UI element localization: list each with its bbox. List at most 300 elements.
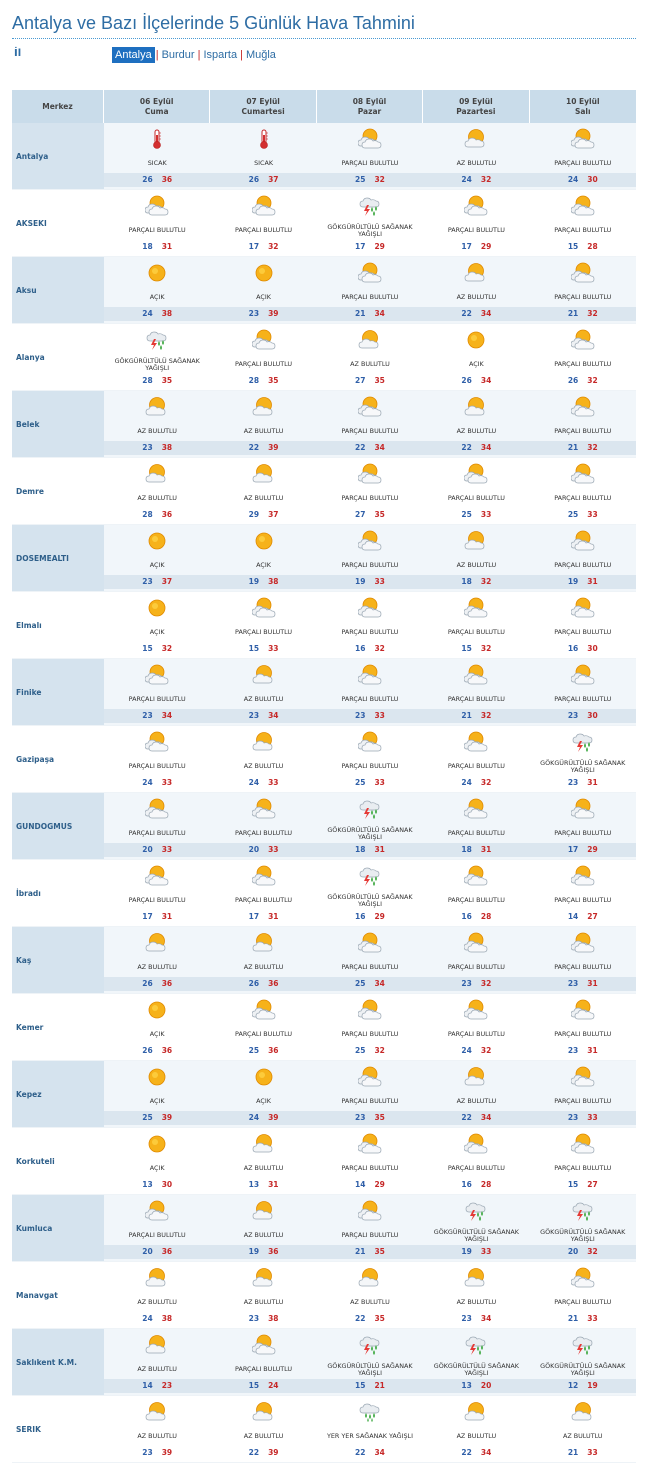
partly-cloudy-icon xyxy=(252,999,276,1021)
partly-cloudy-icon xyxy=(571,597,595,619)
min-temp: 19 xyxy=(248,1247,260,1256)
day-date: 06 Eylül xyxy=(139,96,174,106)
condition-text: YER YER SAĞANAK YAĞIŞLI xyxy=(326,1432,413,1441)
min-temp: 25 xyxy=(248,1046,260,1055)
min-temp: 24 xyxy=(142,1314,153,1323)
temperature-range xyxy=(210,575,316,589)
max-temp: 33 xyxy=(374,778,385,787)
max-temp: 32 xyxy=(587,309,598,318)
condition-text: AÇIK xyxy=(149,561,165,570)
temperature-range xyxy=(423,843,529,857)
max-temp: 31 xyxy=(587,1046,598,1055)
max-temp: 34 xyxy=(374,979,385,988)
forecast-cell xyxy=(423,726,529,792)
min-temp: 22 xyxy=(355,1448,366,1457)
forecast-cell xyxy=(317,257,423,323)
partly-cloudy-icon xyxy=(464,1133,488,1155)
min-temp: 25 xyxy=(461,510,472,519)
condition-text: PARÇALI BULUTLU xyxy=(447,695,505,704)
forecast-cell xyxy=(210,257,316,323)
condition-text: PARÇALI BULUTLU xyxy=(447,1164,505,1173)
tab-separator: | xyxy=(155,48,159,61)
sun-cloud-icon xyxy=(358,329,382,351)
temperature-range xyxy=(530,776,636,790)
partly-cloudy-icon xyxy=(358,1066,382,1088)
forecast-cell xyxy=(210,123,316,189)
min-temp: 24 xyxy=(248,778,260,787)
forecast-cell xyxy=(530,525,636,591)
max-temp: 35 xyxy=(374,1113,385,1122)
partly-cloudy-icon xyxy=(145,731,169,753)
max-temp: 31 xyxy=(480,845,492,854)
min-temp: 19 xyxy=(248,577,260,586)
temperature-range xyxy=(317,709,423,723)
location-name: Saklıkent K.M. xyxy=(12,1329,104,1395)
min-temp: 15 xyxy=(461,644,472,653)
temperature-range xyxy=(530,1446,636,1460)
table-row xyxy=(12,257,636,324)
temperature-range xyxy=(210,1111,316,1125)
condition-text: PARÇALI BULUTLU xyxy=(554,360,612,369)
condition-text: PARÇALI BULUTLU xyxy=(554,293,612,302)
temperature-range xyxy=(317,173,423,187)
thermometer-icon xyxy=(145,128,169,150)
temperature-range xyxy=(423,776,529,790)
forecast-cell xyxy=(104,1128,210,1194)
min-temp: 20 xyxy=(248,845,260,854)
table-row xyxy=(12,592,636,659)
forecast-cell xyxy=(530,994,636,1060)
province-tab-isparta[interactable]: Isparta xyxy=(203,48,238,61)
partly-cloudy-icon xyxy=(358,463,382,485)
table-row xyxy=(12,860,636,927)
location-name: GUNDOGMUS xyxy=(12,793,104,859)
temperature-range xyxy=(530,843,636,857)
max-temp: 39 xyxy=(161,1113,173,1122)
day-date: 10 Eylül xyxy=(565,96,600,106)
sun-cloud-icon xyxy=(145,463,169,485)
forecast-cell xyxy=(423,1128,529,1194)
partly-cloudy-icon xyxy=(571,932,595,954)
temperature-range xyxy=(317,374,423,388)
forecast-cell xyxy=(530,860,636,926)
forecast-cell xyxy=(423,391,529,457)
max-temp: 39 xyxy=(268,1113,279,1122)
condition-text: AZ BULUTLU xyxy=(137,963,177,972)
sun-cloud-icon xyxy=(252,396,276,418)
forecast-cell xyxy=(530,927,636,993)
max-temp: 36 xyxy=(268,1247,279,1256)
condition-text: PARÇALI BULUTLU xyxy=(128,226,186,235)
partly-cloudy-icon xyxy=(571,530,595,552)
province-tab-muğla[interactable]: Muğla xyxy=(245,48,276,61)
condition-text: PARÇALI BULUTLU xyxy=(235,829,293,838)
condition-text: AZ BULUTLU xyxy=(243,494,284,503)
thunderstorm-icon xyxy=(464,1334,488,1356)
forecast-cell xyxy=(317,659,423,725)
partly-cloudy-icon xyxy=(145,664,169,686)
max-temp: 32 xyxy=(374,1046,385,1055)
forecast-cell xyxy=(317,458,423,524)
min-temp: 26 xyxy=(461,376,472,385)
forecast-cell xyxy=(423,324,529,390)
partly-cloudy-icon xyxy=(358,932,382,954)
temperature-range xyxy=(530,1178,636,1192)
max-temp: 30 xyxy=(161,1180,173,1189)
min-temp: 13 xyxy=(248,1180,260,1189)
condition-text: AZ BULUTLU xyxy=(350,1298,390,1307)
day-header xyxy=(530,90,636,123)
forecast-cell xyxy=(317,927,423,993)
min-temp: 25 xyxy=(355,1046,366,1055)
temperature-range xyxy=(317,1044,423,1058)
forecast-cell xyxy=(423,1262,529,1328)
forecast-cell xyxy=(210,1396,316,1462)
forecast-cell xyxy=(317,592,423,658)
condition-text: PARÇALI BULUTLU xyxy=(341,963,399,972)
forecast-cell xyxy=(530,726,636,792)
min-temp: 25 xyxy=(142,1113,153,1122)
temperature-range xyxy=(317,1245,423,1259)
max-temp: 31 xyxy=(587,778,598,787)
temperature-range xyxy=(210,441,316,455)
condition-text: PARÇALI BULUTLU xyxy=(447,896,505,905)
min-temp: 27 xyxy=(355,510,366,519)
day-header xyxy=(423,90,529,123)
temperature-range xyxy=(104,1312,210,1326)
max-temp: 32 xyxy=(587,1247,598,1256)
temperature-range xyxy=(530,642,636,656)
sun-icon xyxy=(145,999,169,1021)
page-title: Antalya ve Bazı İlçelerinde 5 Günlük Hava Tahmini xyxy=(12,13,415,33)
max-temp: 31 xyxy=(374,845,385,854)
max-temp: 27 xyxy=(587,912,598,921)
min-temp: 21 xyxy=(567,1448,579,1457)
partly-cloudy-icon xyxy=(464,664,488,686)
thunderstorm-icon xyxy=(464,1200,488,1222)
temperature-range xyxy=(530,173,636,187)
sun-icon xyxy=(145,1133,169,1155)
max-temp: 29 xyxy=(374,912,385,921)
max-temp: 34 xyxy=(480,1448,492,1457)
forecast-cell xyxy=(210,994,316,1060)
forecast-cell xyxy=(530,1396,636,1462)
table-row xyxy=(12,123,636,190)
temperature-range xyxy=(530,709,636,723)
forecast-cell xyxy=(104,927,210,993)
merkez-header: Merkez xyxy=(12,90,104,123)
condition-text: PARÇALI BULUTLU xyxy=(341,628,399,637)
partly-cloudy-icon xyxy=(358,597,382,619)
min-temp: 19 xyxy=(461,1247,472,1256)
table-row xyxy=(12,1128,636,1195)
max-temp: 36 xyxy=(161,175,173,184)
condition-text: AZ BULUTLU xyxy=(350,360,390,369)
condition-text: AZ BULUTLU xyxy=(137,494,177,503)
forecast-cell xyxy=(317,1262,423,1328)
max-temp: 34 xyxy=(268,711,279,720)
temperature-range xyxy=(104,173,210,187)
temperature-range xyxy=(317,307,423,321)
temperature-range xyxy=(104,1044,210,1058)
max-temp: 36 xyxy=(161,979,173,988)
condition-text: AÇIK xyxy=(149,1097,165,1106)
condition-text: PARÇALI BULUTLU xyxy=(235,1030,293,1039)
title-divider xyxy=(12,38,636,39)
partly-cloudy-icon xyxy=(464,195,488,217)
max-temp: 32 xyxy=(268,242,279,251)
sun-icon xyxy=(145,262,169,284)
sun-cloud-icon xyxy=(145,1401,169,1423)
forecast-cell xyxy=(210,391,316,457)
min-temp: 23 xyxy=(567,711,579,720)
min-temp: 23 xyxy=(248,711,260,720)
table-row xyxy=(12,927,636,994)
max-temp: 33 xyxy=(161,778,173,787)
forecast-cell xyxy=(317,324,423,390)
table-row xyxy=(12,1262,636,1329)
condition-text: PARÇALI BULUTLU xyxy=(341,494,399,503)
condition-text: PARÇALI BULUTLU xyxy=(235,628,293,637)
temperature-range xyxy=(210,642,316,656)
temperature-range xyxy=(317,910,423,924)
temperature-range xyxy=(104,575,210,589)
max-temp: 32 xyxy=(161,644,173,653)
max-temp: 32 xyxy=(587,443,598,452)
condition-text: PARÇALI BULUTLU xyxy=(554,1164,612,1173)
temperature-range xyxy=(530,240,636,254)
sun-icon xyxy=(252,1066,276,1088)
forecast-cell xyxy=(423,458,529,524)
location-name: Elmalı xyxy=(16,620,42,630)
sun-cloud-icon xyxy=(571,1401,595,1423)
temperature-range xyxy=(530,307,636,321)
sun-icon xyxy=(145,1066,169,1088)
forecast-cell xyxy=(104,1396,210,1462)
max-temp: 37 xyxy=(268,510,279,519)
forecast-cell xyxy=(104,793,210,859)
max-temp: 36 xyxy=(161,510,173,519)
tab-separator: | xyxy=(197,48,201,61)
forecast-cell xyxy=(423,1195,529,1261)
temperature-range xyxy=(210,776,316,790)
forecast-cell xyxy=(317,190,423,256)
forecast-cell xyxy=(423,793,529,859)
temperature-range xyxy=(423,441,529,455)
temperature-range xyxy=(423,1044,529,1058)
temperature-range xyxy=(530,1044,636,1058)
condition-text: PARÇALI BULUTLU xyxy=(341,1231,399,1240)
temperature-range xyxy=(530,1111,636,1125)
location-name: Kaş xyxy=(12,927,104,993)
min-temp: 23 xyxy=(142,711,153,720)
max-temp: 24 xyxy=(268,1381,279,1390)
sun-cloud-icon xyxy=(464,1267,488,1289)
min-temp: 20 xyxy=(142,845,153,854)
condition-text: GÖKGÜRÜLTÜLÜ SAĞANAK YAĞIŞLI xyxy=(540,758,626,774)
max-temp: 34 xyxy=(374,309,385,318)
min-temp: 21 xyxy=(461,711,472,720)
min-temp: 18 xyxy=(461,845,472,854)
temperature-range xyxy=(423,1379,529,1393)
day-weekday: Pazar xyxy=(357,106,382,116)
min-temp: 26 xyxy=(142,175,153,184)
forecast-cell xyxy=(317,1396,423,1462)
condition-text: AÇIK xyxy=(149,1164,165,1173)
max-temp: 32 xyxy=(480,1046,492,1055)
max-temp: 29 xyxy=(587,845,598,854)
partly-cloudy-icon xyxy=(358,128,382,150)
table-row xyxy=(12,391,636,458)
max-temp: 37 xyxy=(268,175,279,184)
condition-text: AZ BULUTLU xyxy=(456,427,497,436)
min-temp: 29 xyxy=(248,510,260,519)
max-temp: 31 xyxy=(268,912,279,921)
min-temp: 21 xyxy=(355,309,366,318)
temperature-range xyxy=(317,1379,423,1393)
min-temp: 26 xyxy=(142,1046,153,1055)
forecast-cell xyxy=(104,525,210,591)
temperature-range xyxy=(530,1245,636,1259)
condition-text: PARÇALI BULUTLU xyxy=(128,896,186,905)
partly-cloudy-icon xyxy=(571,999,595,1021)
min-temp: 16 xyxy=(461,912,472,921)
location-name: Belek xyxy=(12,391,104,457)
temperature-range xyxy=(317,575,423,589)
max-temp: 21 xyxy=(374,1381,385,1390)
table-row xyxy=(12,458,636,525)
temperature-range xyxy=(210,910,316,924)
table-row xyxy=(12,1061,636,1128)
min-temp: 17 xyxy=(142,912,153,921)
condition-text: PARÇALI BULUTLU xyxy=(554,963,612,972)
max-temp: 35 xyxy=(374,510,385,519)
condition-text: AZ BULUTLU xyxy=(137,1298,177,1307)
condition-text: PARÇALI BULUTLU xyxy=(341,293,399,302)
max-temp: 29 xyxy=(374,1180,385,1189)
location-name: Alanya xyxy=(16,352,45,362)
partly-cloudy-icon xyxy=(252,329,276,351)
location-name: Manavgat xyxy=(16,1290,58,1300)
min-temp: 28 xyxy=(248,376,260,385)
condition-text: PARÇALI BULUTLU xyxy=(341,695,399,704)
partly-cloudy-icon xyxy=(252,597,276,619)
condition-text: AZ BULUTLU xyxy=(243,1298,284,1307)
temperature-range xyxy=(423,173,529,187)
temperature-range xyxy=(530,977,636,991)
forecast-cell xyxy=(317,860,423,926)
condition-text: PARÇALI BULUTLU xyxy=(447,494,505,503)
condition-text: AÇIK xyxy=(149,293,165,302)
forecast-cell xyxy=(210,1061,316,1127)
sun-cloud-icon xyxy=(464,1401,488,1423)
location-name: Antalya xyxy=(12,123,104,189)
max-temp: 34 xyxy=(374,443,385,452)
min-temp: 28 xyxy=(142,510,153,519)
forecast-cell xyxy=(317,525,423,591)
condition-text: GÖKGÜRÜLTÜLÜ SAĞANAK YAĞIŞLI xyxy=(327,892,413,908)
min-temp: 25 xyxy=(355,979,366,988)
max-temp: 32 xyxy=(480,979,492,988)
sun-cloud-icon xyxy=(252,731,276,753)
province-tab-antalya[interactable]: Antalya xyxy=(112,47,155,63)
temperature-range xyxy=(104,977,210,991)
forecast-cell xyxy=(104,257,210,323)
forecast-cell xyxy=(104,458,210,524)
condition-text: PARÇALI BULUTLU xyxy=(235,360,293,369)
condition-text: GÖKGÜRÜLTÜLÜ SAĞANAK YAĞIŞLI xyxy=(540,1361,626,1377)
table-row xyxy=(12,726,636,793)
max-temp: 31 xyxy=(587,979,598,988)
temperature-range xyxy=(423,240,529,254)
partly-cloudy-icon xyxy=(571,1267,595,1289)
max-temp: 33 xyxy=(587,1113,598,1122)
min-temp: 23 xyxy=(142,1448,153,1457)
forecast-cell xyxy=(104,1195,210,1261)
min-temp: 15 xyxy=(567,1180,579,1189)
min-temp: 13 xyxy=(142,1180,153,1189)
condition-text: GÖKGÜRÜLTÜLÜ SAĞANAK YAĞIŞLI xyxy=(114,356,200,372)
province-tab-burdur[interactable]: Burdur xyxy=(161,48,195,61)
max-temp: 33 xyxy=(161,845,173,854)
partly-cloudy-icon xyxy=(358,530,382,552)
thunderstorm-icon xyxy=(571,1200,595,1222)
min-temp: 14 xyxy=(142,1381,153,1390)
temperature-range xyxy=(210,977,316,991)
table-row xyxy=(12,994,636,1061)
partly-cloudy-icon xyxy=(464,865,488,887)
temperature-range xyxy=(530,1379,636,1393)
temperature-range xyxy=(317,977,423,991)
temperature-range xyxy=(423,709,529,723)
forecast-cell xyxy=(210,458,316,524)
max-temp: 32 xyxy=(374,175,385,184)
temperature-range xyxy=(104,776,210,790)
table-row xyxy=(12,1396,636,1463)
sun-icon xyxy=(252,530,276,552)
temperature-range xyxy=(104,910,210,924)
day-weekday: Salı xyxy=(574,106,591,116)
partly-cloudy-icon xyxy=(571,396,595,418)
thunderstorm-icon xyxy=(571,1334,595,1356)
min-temp: 22 xyxy=(248,443,260,452)
forecast-cell xyxy=(423,525,529,591)
partly-cloudy-icon xyxy=(571,463,595,485)
day-date: 09 Eylül xyxy=(459,96,493,106)
max-temp: 35 xyxy=(161,376,173,385)
max-temp: 34 xyxy=(480,443,492,452)
temperature-range xyxy=(423,1111,529,1125)
condition-text: PARÇALI BULUTLU xyxy=(447,829,505,838)
partly-cloudy-icon xyxy=(571,798,595,820)
location-name: Gazipaşa xyxy=(16,754,55,764)
partly-cloudy-icon xyxy=(571,128,595,150)
forecast-cell xyxy=(317,1329,423,1395)
condition-text: AÇIK xyxy=(256,293,271,302)
location-name: İbradı xyxy=(16,888,41,898)
condition-text: AZ BULUTLU xyxy=(456,293,497,302)
forecast-cell xyxy=(210,525,316,591)
min-temp: 25 xyxy=(355,778,366,787)
condition-text: PARÇALI BULUTLU xyxy=(341,762,399,771)
forecast-cell xyxy=(210,324,316,390)
max-temp: 23 xyxy=(161,1381,173,1390)
max-temp: 29 xyxy=(374,242,385,251)
forecast-cell xyxy=(104,994,210,1060)
condition-text: AZ BULUTLU xyxy=(243,1231,284,1240)
forecast-cell xyxy=(530,592,636,658)
location-name: Kepez xyxy=(12,1061,104,1127)
